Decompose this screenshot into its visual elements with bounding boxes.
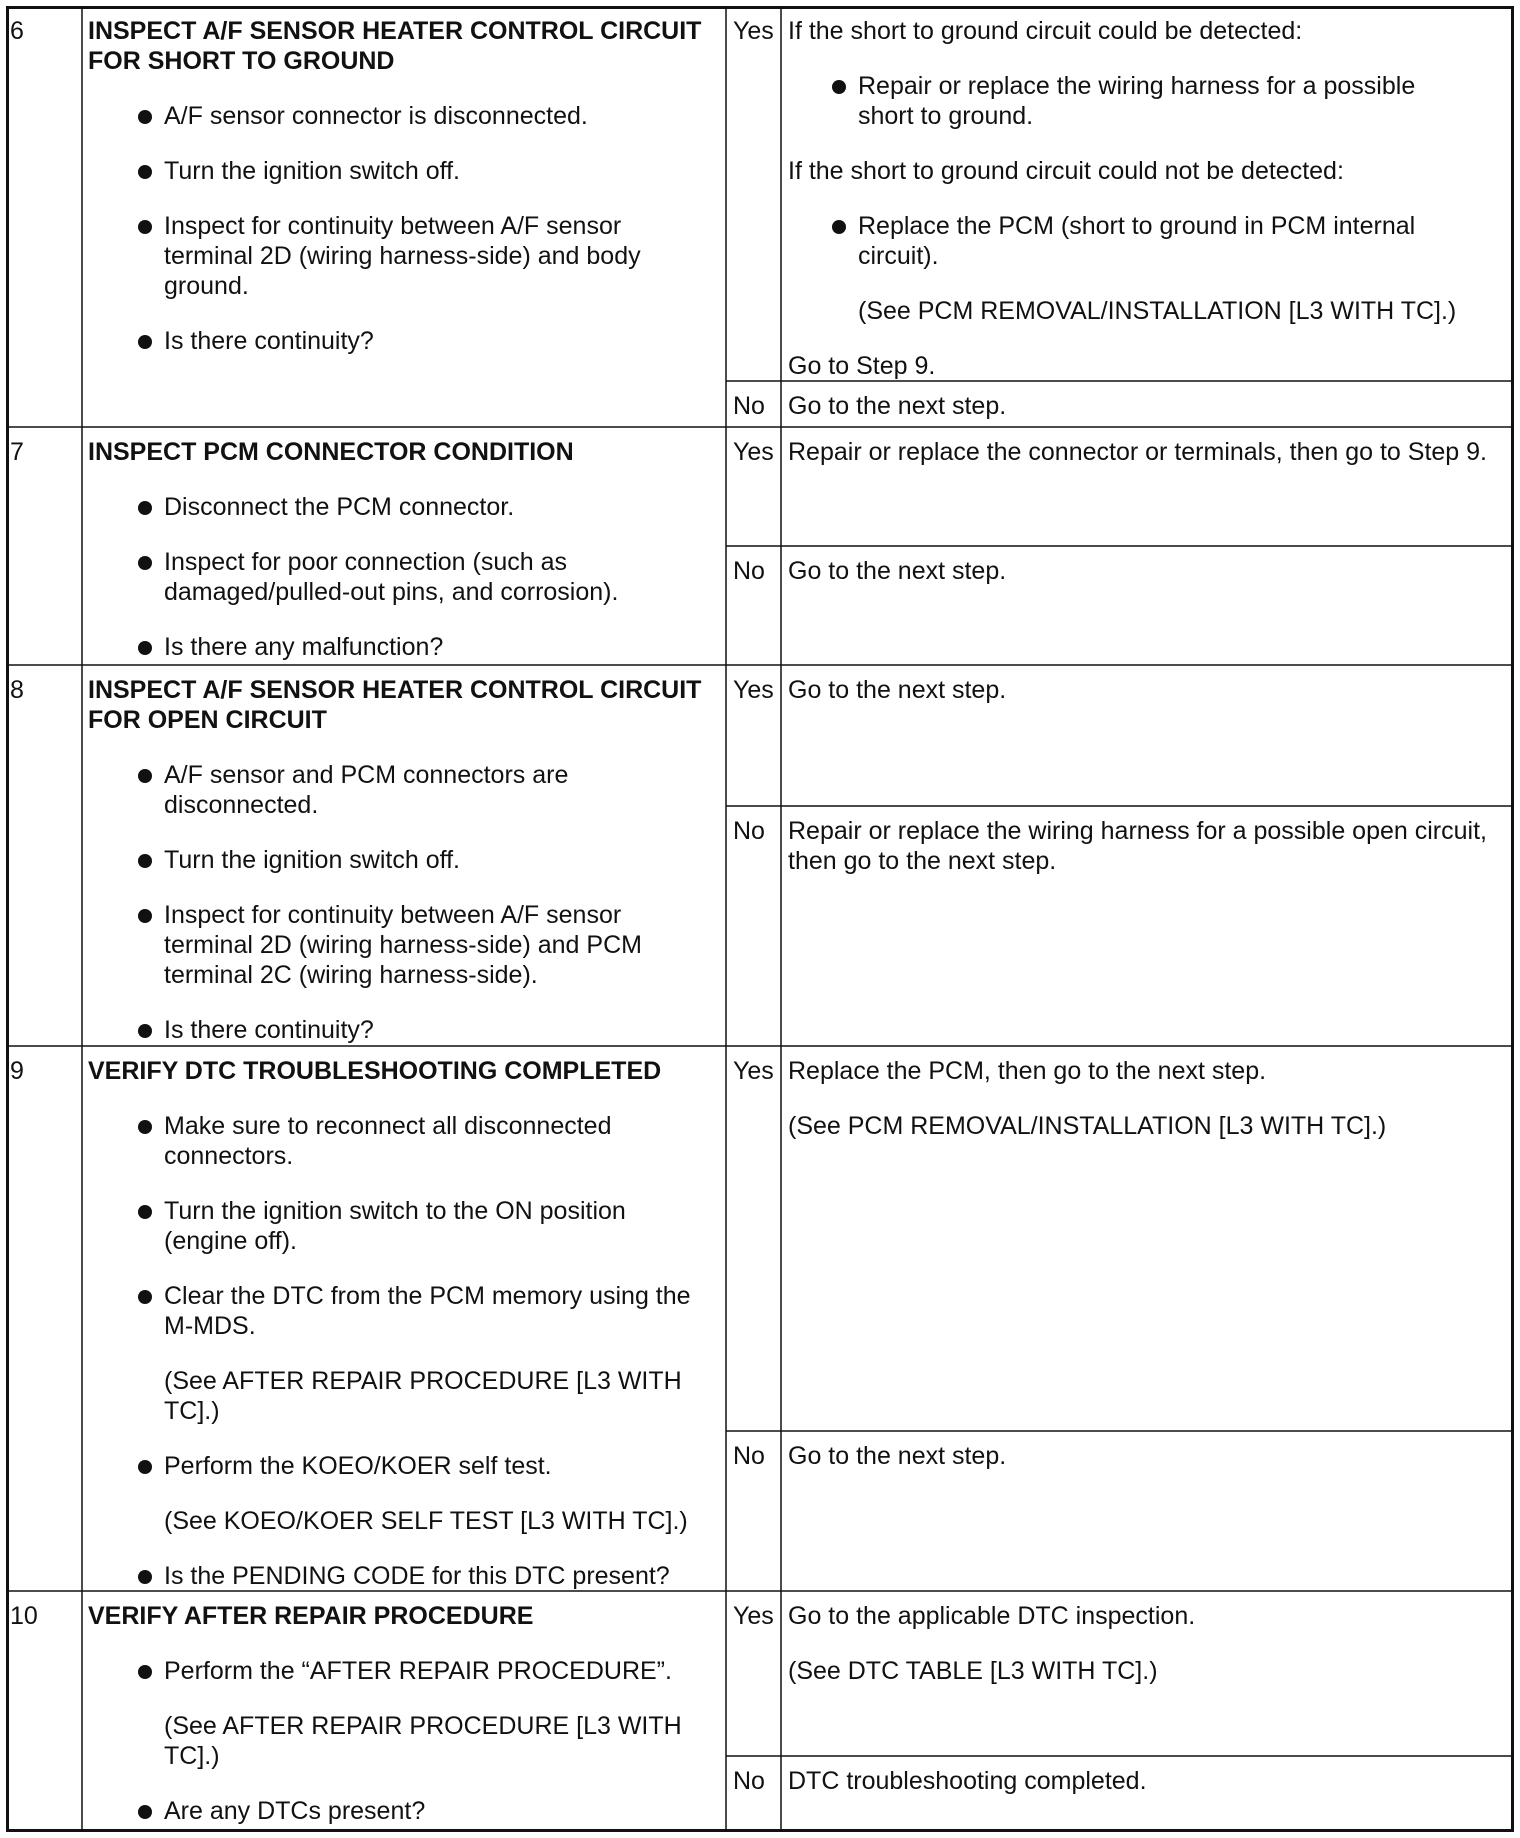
bullet-icon [138,110,152,124]
answer-yes: Yes [733,676,774,704]
step-number: 9 [10,1057,24,1085]
instruction-line: (See KOEO/KOER SELF TEST [L3 WITH TC].) [164,1507,688,1535]
answer-no: No [733,1442,765,1470]
instruction-line: terminal 2C (wiring harness-side). [164,961,538,989]
bullet-icon [138,854,152,868]
answer-yes: Yes [733,1057,774,1085]
bullet-icon [138,335,152,349]
bullet-icon [138,1570,152,1584]
action-line: (See PCM REMOVAL/INSTALLATION [L3 WITH TC].) [858,297,1457,325]
bullet-icon [832,220,846,234]
action-line: (See PCM REMOVAL/INSTALLATION [L3 WITH TC].) [788,1112,1387,1140]
action-line: Go to Step 9. [788,352,936,380]
step-title: INSPECT A/F SENSOR HEATER CONTROL CIRCUIT [88,676,702,704]
bullet-icon [138,1460,152,1474]
step-title: INSPECT PCM CONNECTOR CONDITION [88,438,574,466]
instruction-line: (engine off). [164,1227,297,1255]
answer-yes: Yes [733,438,774,466]
instruction-line: Inspect for continuity between A/F sensor [164,901,622,929]
instruction-line: Make sure to reconnect all disconnected [164,1112,612,1140]
step-title: FOR OPEN CIRCUIT [88,706,327,734]
bullet-icon [832,80,846,94]
instruction-line: (See AFTER REPAIR PROCEDURE [L3 WITH [164,1712,682,1740]
step-number: 8 [10,676,24,704]
bullet-icon [138,220,152,234]
instruction-line: connectors. [164,1142,294,1170]
action-line: If the short to ground circuit could not be detected: [788,157,1344,185]
troubleshooting-table [6,6,1514,1832]
action-line: Go to the next step. [788,676,1007,704]
action-line: (See DTC TABLE [L3 WITH TC].) [788,1657,1158,1685]
step-title: VERIFY DTC TROUBLESHOOTING COMPLETED [88,1057,662,1085]
bullet-icon [138,1665,152,1679]
step-title: INSPECT A/F SENSOR HEATER CONTROL CIRCUIT [88,17,702,45]
instruction-line: Is there continuity? [164,1016,374,1044]
action-line: then go to the next step. [788,847,1057,875]
action-line: Go to the next step. [788,557,1007,585]
bullet-icon [138,641,152,655]
step-title: VERIFY AFTER REPAIR PROCEDURE [88,1602,534,1630]
action-line: DTC troubleshooting completed. [788,1767,1147,1795]
instruction-line: terminal 2D (wiring harness-side) and body [164,242,641,270]
action-line: Go to the next step. [788,1442,1007,1470]
instruction-line: Clear the DTC from the PCM memory using the [164,1282,691,1310]
answer-no: No [733,392,765,420]
instruction-line: Is there continuity? [164,327,374,355]
instruction-line: Perform the KOEO/KOER self test. [164,1452,552,1480]
step-number: 7 [10,438,24,466]
instruction-line: Disconnect the PCM connector. [164,493,515,521]
bullet-icon [138,1805,152,1819]
instruction-line: Is the PENDING CODE for this DTC present? [164,1562,670,1590]
instruction-line: A/F sensor and PCM connectors are [164,761,569,789]
instruction-line: Perform the “AFTER REPAIR PROCEDURE”. [164,1657,672,1685]
instruction-line: ground. [164,272,249,300]
action-line: Go to the applicable DTC inspection. [788,1602,1196,1630]
answer-yes: Yes [733,17,774,45]
instruction-line: TC].) [164,1397,220,1425]
bullet-icon [138,769,152,783]
bullet-icon [138,1024,152,1038]
action-line: Repair or replace the connector or terminals, then go to Step 9. [788,438,1487,466]
bullet-icon [138,909,152,923]
action-line: Repair or replace the wiring harness for a possible [858,72,1416,100]
bullet-icon [138,165,152,179]
action-line: Replace the PCM (short to ground in PCM internal [858,212,1416,240]
instruction-line: Are any DTCs present? [164,1797,426,1825]
action-line: Repair or replace the wiring harness for a possible open circuit, [788,817,1487,845]
step-title: FOR SHORT TO GROUND [88,47,395,75]
instruction-line: disconnected. [164,791,319,819]
answer-yes: Yes [733,1602,774,1630]
answer-no: No [733,1767,765,1795]
answer-no: No [733,557,765,585]
instruction-line: Turn the ignition switch off. [164,157,460,185]
bullet-icon [138,1290,152,1304]
step-number: 10 [10,1602,38,1630]
instruction-line: A/F sensor connector is disconnected. [164,102,588,130]
bullet-icon [138,1205,152,1219]
action-line: Replace the PCM, then go to the next step. [788,1057,1267,1085]
bullet-icon [138,556,152,570]
bullet-icon [138,1120,152,1134]
instruction-line: M-MDS. [164,1312,256,1340]
instruction-line: Turn the ignition switch to the ON position [164,1197,626,1225]
bullet-icon [138,501,152,515]
instruction-line: damaged/pulled-out pins, and corrosion). [164,578,619,606]
answer-no: No [733,817,765,845]
action-line: short to ground. [858,102,1034,130]
instruction-line: (See AFTER REPAIR PROCEDURE [L3 WITH [164,1367,682,1395]
step-number: 6 [10,17,24,45]
instruction-line: Turn the ignition switch off. [164,846,460,874]
action-line: Go to the next step. [788,392,1007,420]
action-line: If the short to ground circuit could be detected: [788,17,1303,45]
instruction-line: Inspect for poor connection (such as [164,548,568,576]
instruction-line: Is there any malfunction? [164,633,444,661]
instruction-line: terminal 2D (wiring harness-side) and PCM [164,931,642,959]
instruction-line: Inspect for continuity between A/F sensor [164,212,622,240]
instruction-line: TC].) [164,1742,220,1770]
action-line: circuit). [858,242,939,270]
